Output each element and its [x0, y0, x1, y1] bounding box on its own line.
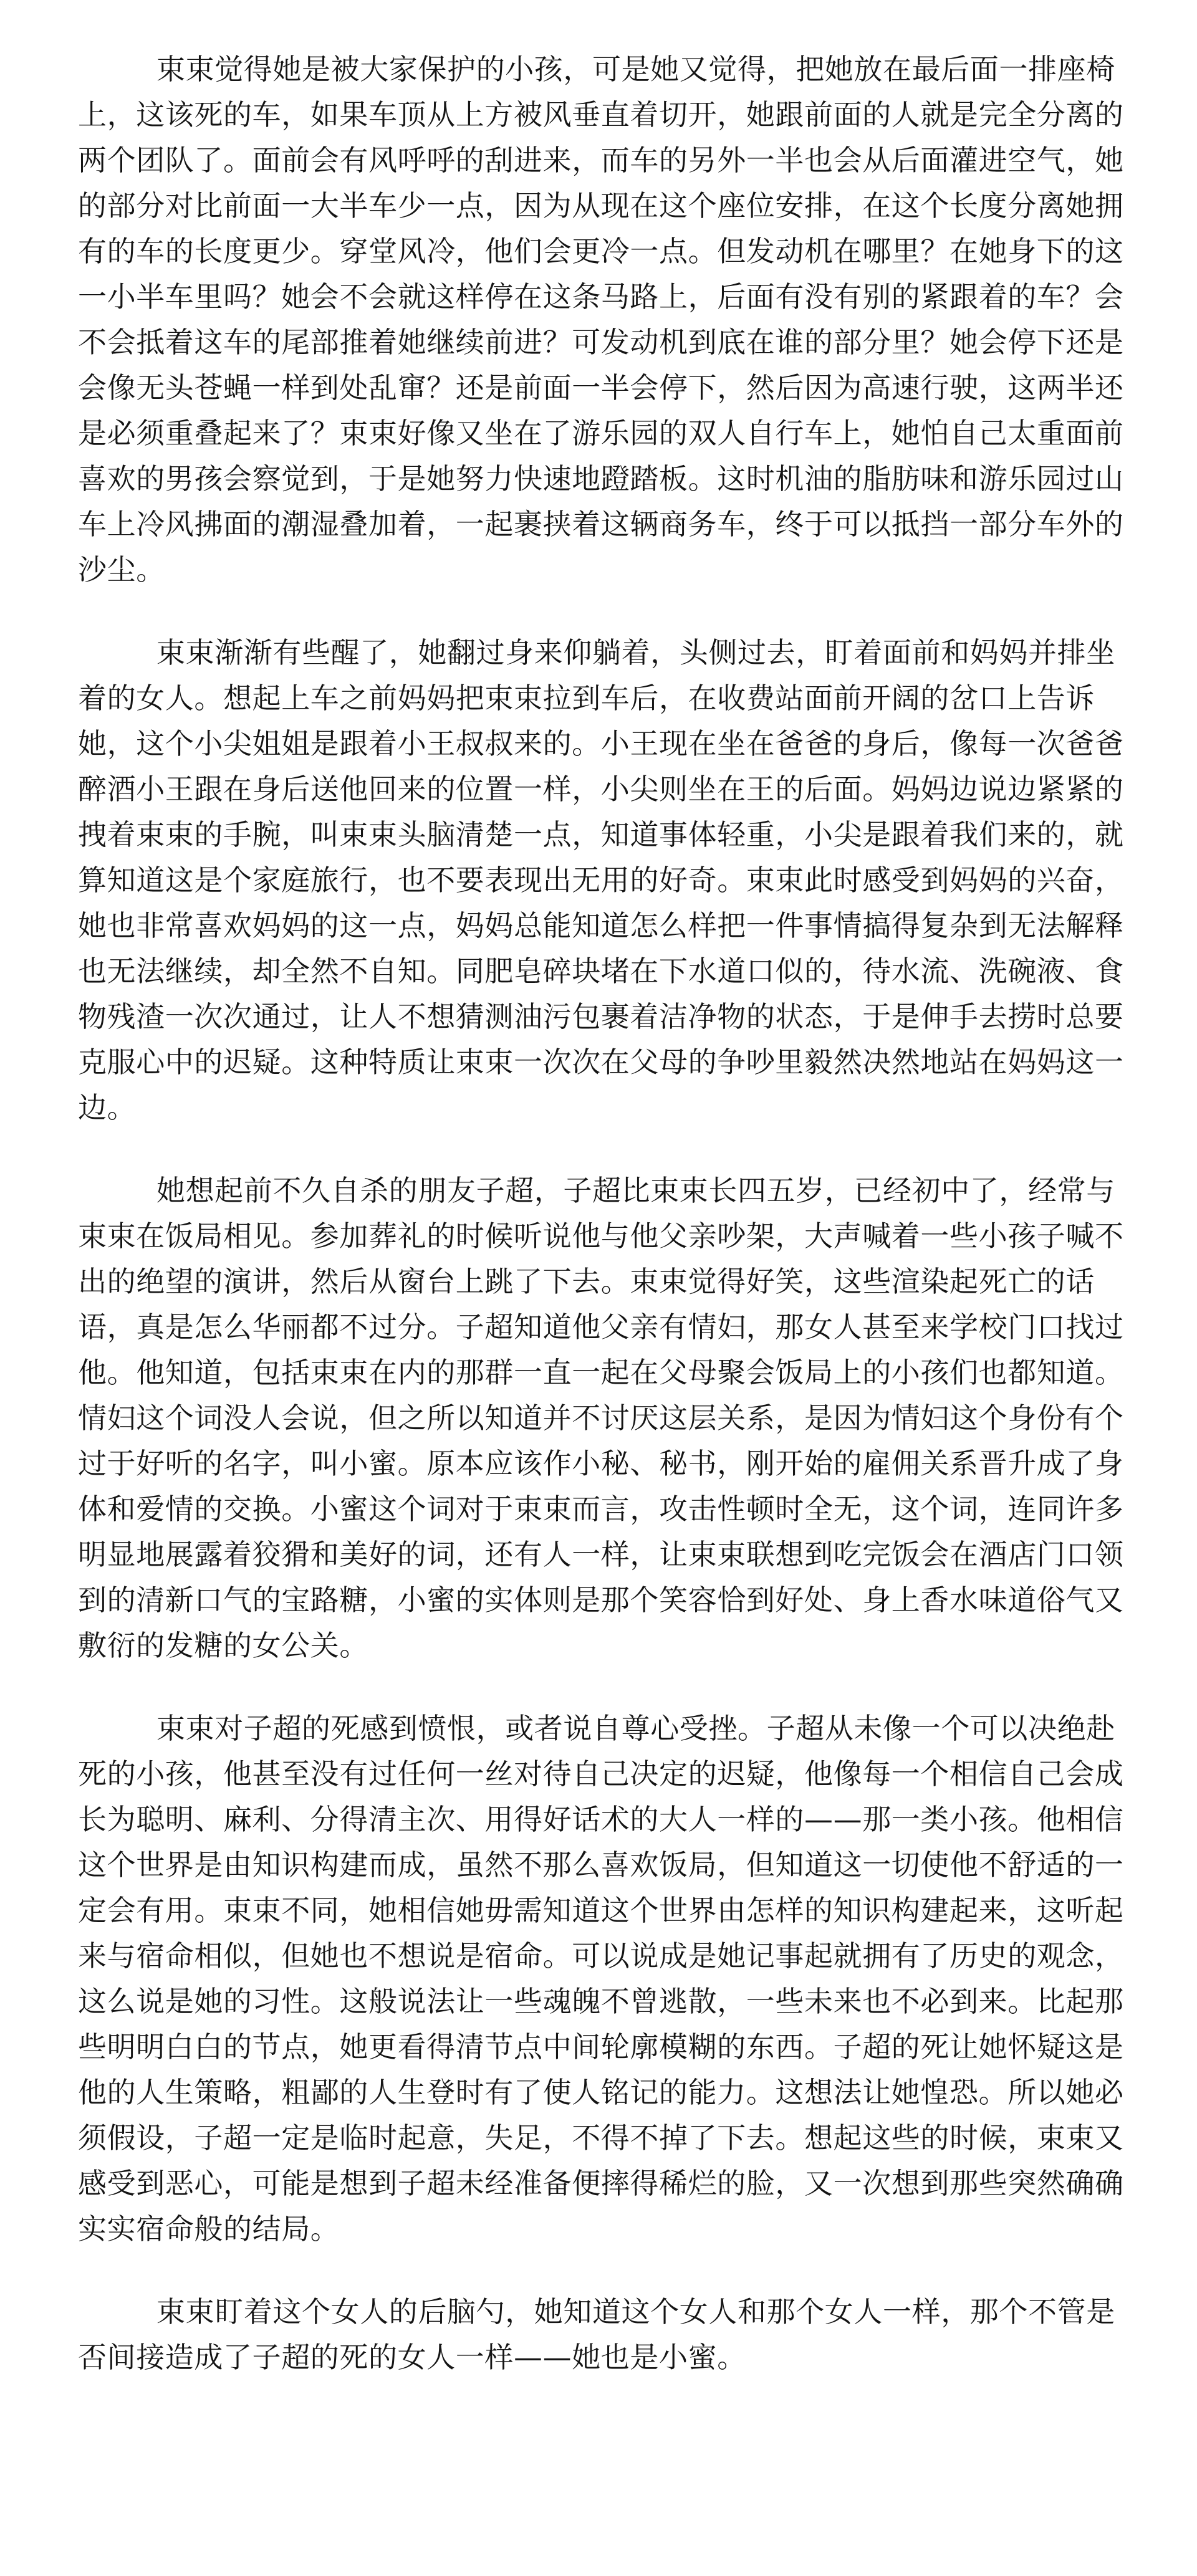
paragraph-4: 束束对子超的死感到愤恨，或者说自尊心受挫。子超从未像一个可以决绝赴死的小孩，他甚至没有过任何一丝对待自己决定的迟疑，他像每一个相信自己会成长为聪明、麻利、分得清主次、用得好话术的大人一样的——那一类小孩。他相信这个世界是由知识构建而成，虽然不那么喜欢饭局，但知道这一切使他不舒适的一定会有用。束束不同，她相信她毋需知道这个世界由怎样的知识构建起来，这听起来与宿命相似，但她也不想说是宿命。可以说成是她记事起就拥有了历史的观念，这么说是她的习性。这般说法让一些魂魄不曾逃散，一些未来也不必到来。比起那些明明白白的节点，她更看得清节点中间轮廓模糊的东西。子超的死让她怀疑这是他的人生策略，粗鄙的人生登时有了使人铭记的能力。这想法让她惶恐。所以她必须假设，子超一定是临时起意，失足，不得不掉了下去。想起这些的时候，束束又感受到恶心，可能是想到子超未经准备便摔得稀烂的脸，又一次想到那些突然确确实实宿命般的结局。 — [78, 1712, 1124, 2246]
article-body — [78, 47, 1141, 2380]
paragraph-1: 束束觉得她是被大家保护的小孩，可是她又觉得，把她放在最后面一排座椅上，这该死的车，如果车顶从上方被风垂直着切开，她跟前面的人就是完全分离的两个团队了。面前会有风呼呼的刮进来，而车的另外一半也会从后面灌进空气，她的部分对比前面一大半车少一点，因为从现在这个座位安排，在这个长度分离她拥有的车的长度更少。穿堂风冷，他们会更冷一点。但发动机在哪里？在她身下的这一小半车里吗？她会不会就这样停在这条马路上，后面有没有别的紧跟着的车？会不会抵着这车的尾部推着她继续前进？可发动机到底在谁的部分里？她会停下还是会像无头苍蝇一样到处乱窜？还是前面一半会停下，然后因为高速行驶，这两半还是必须重叠起来了？束束好像又坐在了游乐园的双人自行车上，她怕自己太重面前喜欢的男孩会察觉到，于是她努力快速地蹬踏板。这时机油的脂肪味和游乐园过山车上冷风拂面的潮湿叠加着，一起裹挟着这辆商务车，终于可以抵挡一部分车外的沙尘。 — [78, 52, 1124, 587]
paragraph-3: 她想起前不久自杀的朋友子超，子超比束束长四五岁，已经初中了，经常与束束在饭局相见。参加葬礼的时候听说他与他父亲吵架，大声喊着一些小孩子喊不出的绝望的演讲，然后从窗台上跳了下去。束束觉得好笑，这些渲染起死亡的话语，真是怎么华丽都不过分。子超知道他父亲有情妇，那女人甚至来学校门口找过他。他知道，包括束束在内的那群一直一起在父母聚会饭局上的小孩们也都知道。情妇这个词没人会说，但之所以知道并不讨厌这层关系，是因为情妇这个身份有个过于好听的名字，叫小蜜。原本应该作小秘、秘书，刚开始的雇佣关系晋升成了身体和爱情的交换。小蜜这个词对于束束而言，攻击性顿时全无，这个词，连同许多明显地展露着狡猾和美好的词，还有人一样，让束束联想到吃完饭会在酒店门口领到的清新口气的宝路糖，小蜜的实体则是那个笑容恰到好处、身上香水味道俗气又敷衍的发糖的女公关。 — [78, 1174, 1124, 1662]
paragraph-2: 束束渐渐有些醒了，她翻过身来仰躺着，头侧过去，盯着面前和妈妈并排坐着的女人。想起上车之前妈妈把束束拉到车后，在收费站面前开阔的岔口上告诉她，这个小尖姐姐是跟着小王叔叔来的。小王现在坐在爸爸的身后，像每一次爸爸醉酒小王跟在身后送他回来的位置一样，小尖则坐在王的后面。妈妈边说边紧紧的拽着束束的手腕，叫束束头脑清楚一点，知道事体轻重，小尖是跟着我们来的，就算知道这是个家庭旅行，也不要表现出无用的好奇。束束此时感受到妈妈的兴奋，她也非常喜欢妈妈的这一点，妈妈总能知道怎么样把一件事情搞得复杂到无法解释也无法继续，却全然不自知。同肥皂碎块堵在下水道口似的，待水流、洗碗液、食物残渣一次次通过，让人不想猜测油污包裹着洁净物的状态，于是伸手去捞时总要克服心中的迟疑。这种特质让束束一次次在父母的争吵里毅然决然地站在妈妈这一边。 — [78, 636, 1124, 1124]
paragraph-5: 束束盯着这个女人的后脑勺，她知道这个女人和那个女人一样，那个不管是否间接造成了子超的死的女人一样——她也是小蜜。 — [78, 2295, 1115, 2374]
